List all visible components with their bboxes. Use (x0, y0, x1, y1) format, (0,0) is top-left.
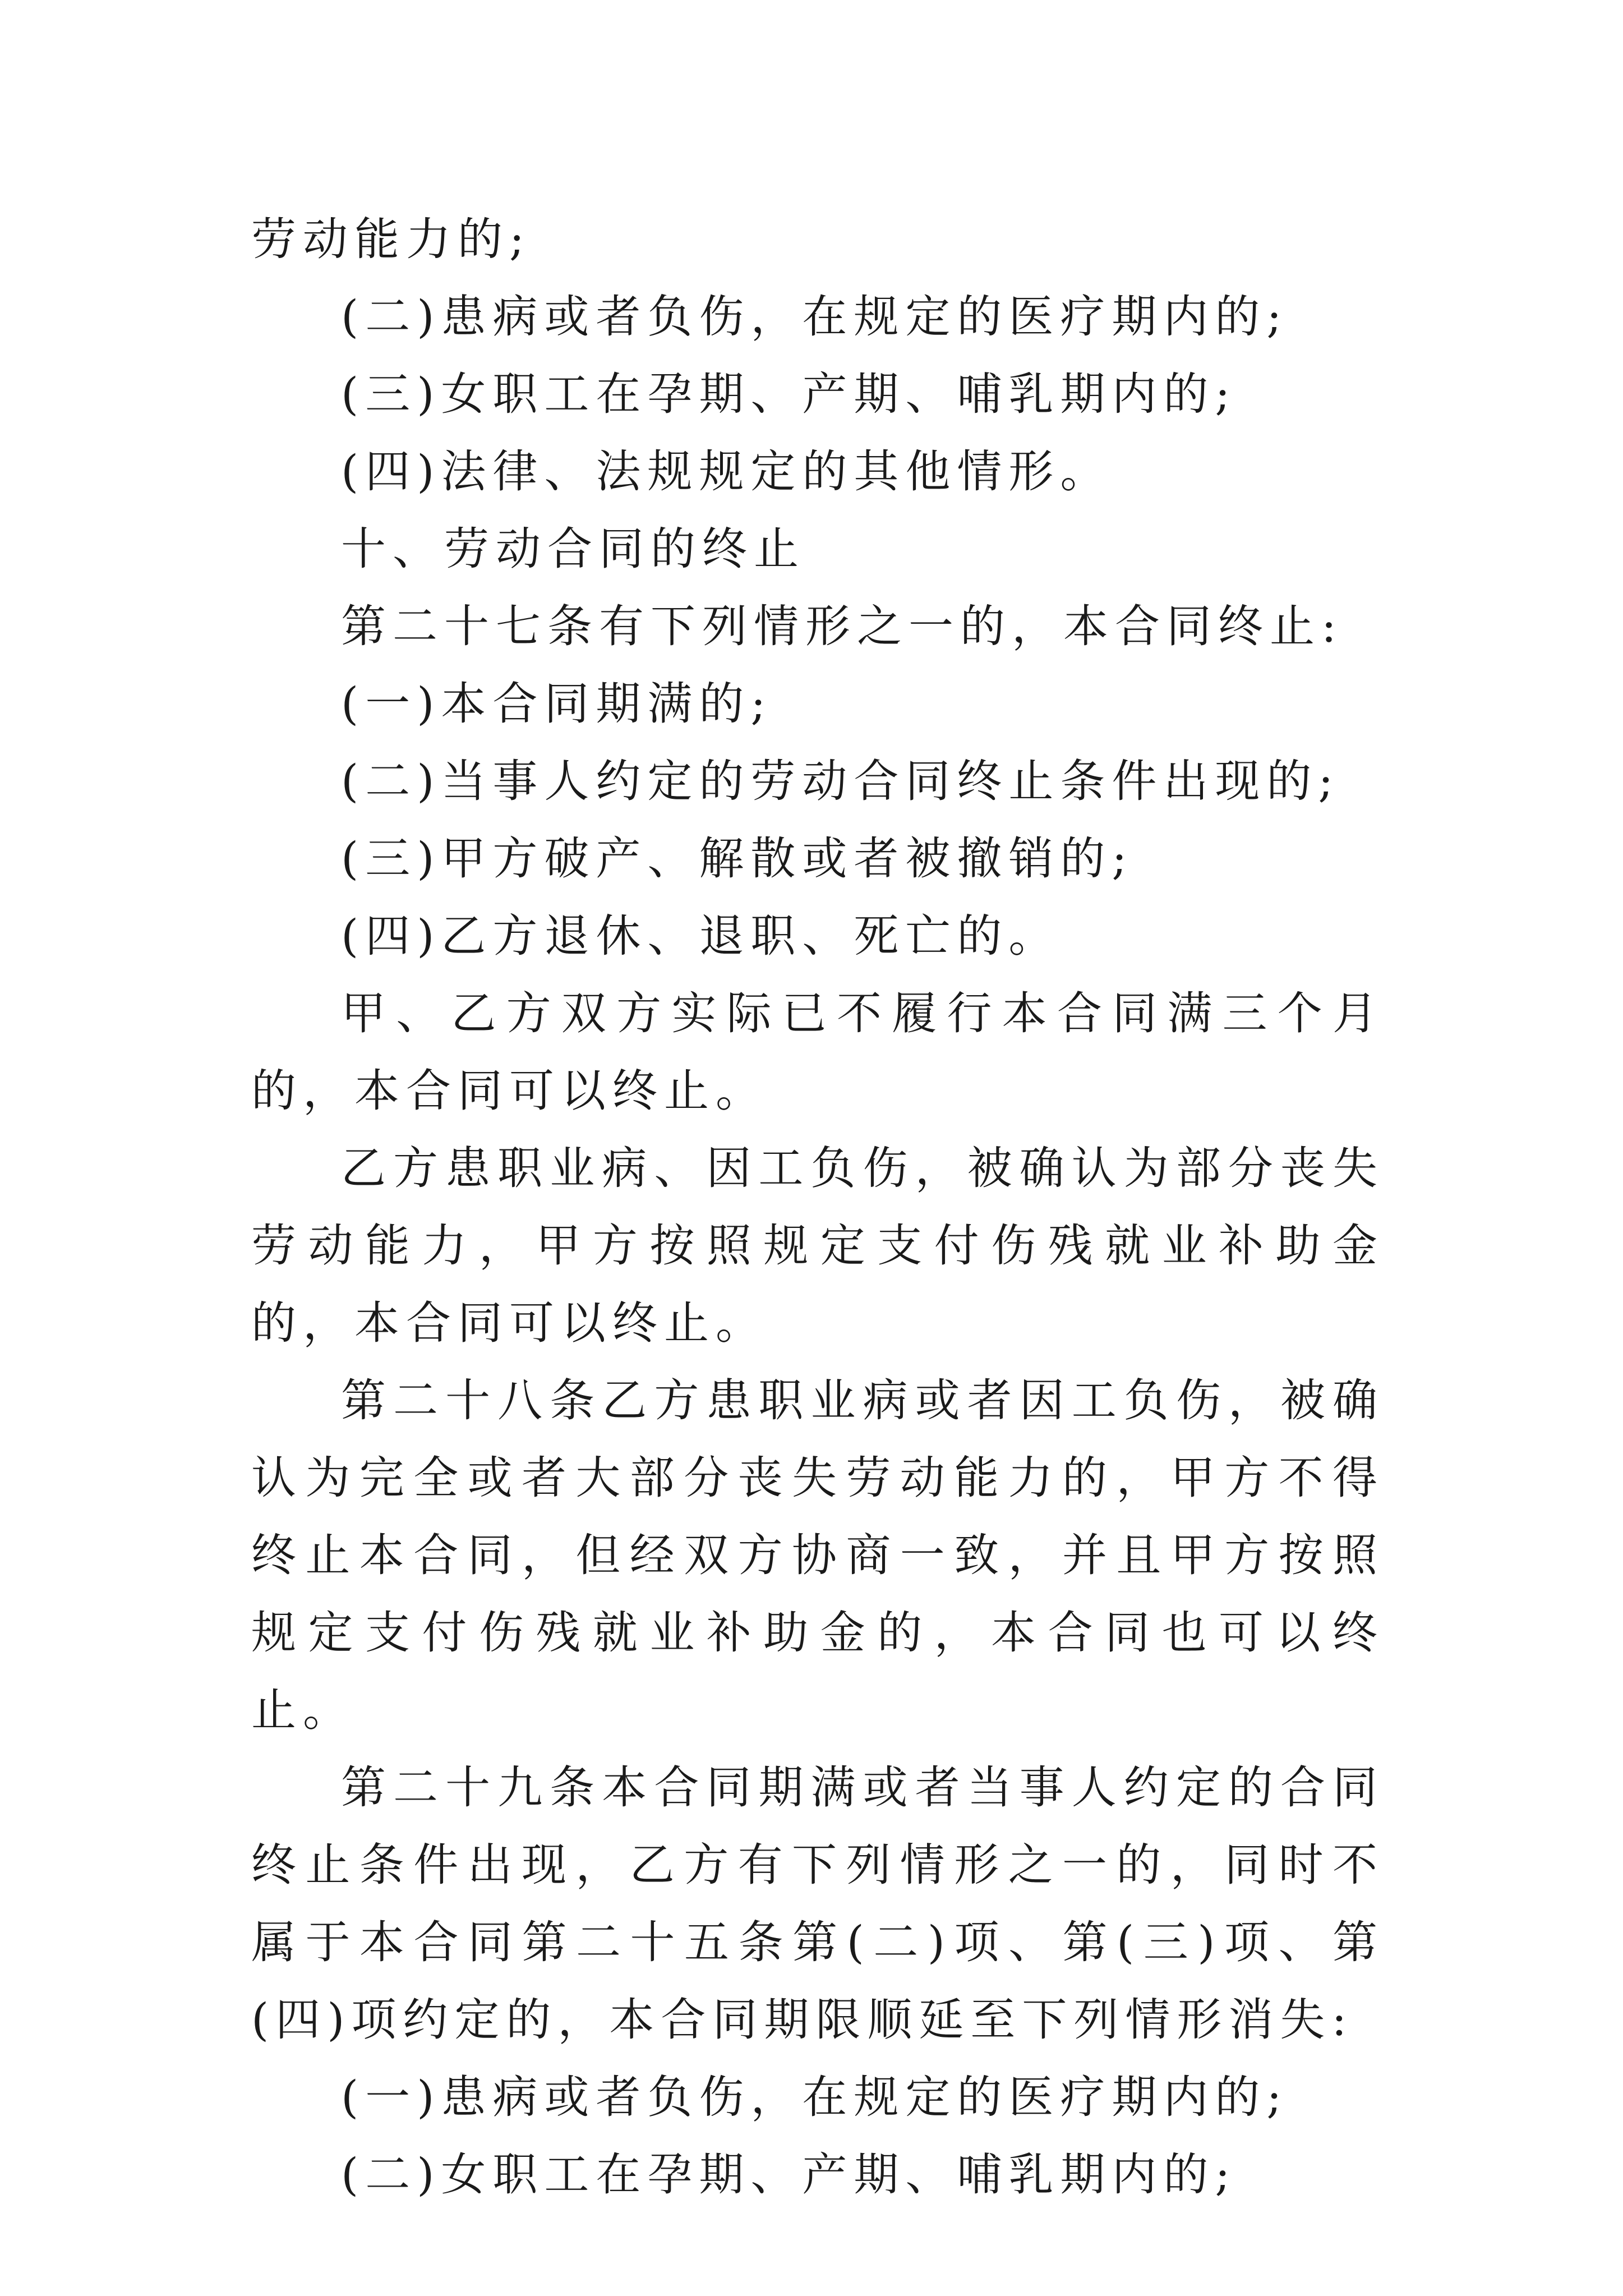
paragraph-item: (二)患病或者负伤，在规定的医疗期内的; (341, 291, 1289, 343)
paragraph-item: (一)患病或者负伤，在规定的医疗期内的; (341, 2071, 1289, 2123)
paragraph-item: (二)女职工在孕期、产期、哺乳期内的; (341, 2148, 1237, 2201)
paragraph-item: (二)当事人约定的劳动合同终止条件出现的; (341, 755, 1340, 807)
paragraph-item: (三)女职工在孕期、产期、哺乳期内的; (341, 368, 1237, 420)
body-paragraph: 甲、乙方双方实际已不履行本合同满三个月的，本合同可以终止。 (251, 987, 1384, 1117)
document-body (251, 201, 1384, 2214)
paragraph-item: (一)本合同期满的; (341, 678, 773, 730)
paragraph-item: (三)甲方破产、解散或者被撤销的; (341, 832, 1134, 885)
body-paragraph: 乙方患职业病、因工负伤，被确认为部分丧失劳动能力，甲方按照规定支付伤残就业补助金的，本合同可以终止。 (251, 1142, 1384, 1349)
paragraph-item: (四)法律、法规规定的其他情形。 (341, 445, 1112, 498)
section-heading: 十、劳动合同的终止 (341, 523, 805, 575)
article-paragraph: 第二十九条本合同期满或者当事人约定的合同终止条件出现，乙方有下列情形之一的，同时不属于本合同第二十五条第(二)项、第(三)项、第(四)项约定的，本合同期限顺延至下列情形消失: (251, 1761, 1384, 2046)
article-paragraph: 第二十八条乙方患职业病或者因工负伤，被确认为完全或者大部分丧失劳动能力的，甲方不得终止本合同，但经双方协商一致，并且甲方按照规定支付伤残就业补助金的，本合同也可以终止。 (251, 1374, 1384, 1736)
paragraph-item: (四)乙方退休、退职、死亡的。 (341, 910, 1061, 962)
paragraph-continuation: 劳动能力的; (251, 213, 531, 265)
article-paragraph: 第二十七条有下列情形之一的，本合同终止: (341, 600, 1343, 652)
